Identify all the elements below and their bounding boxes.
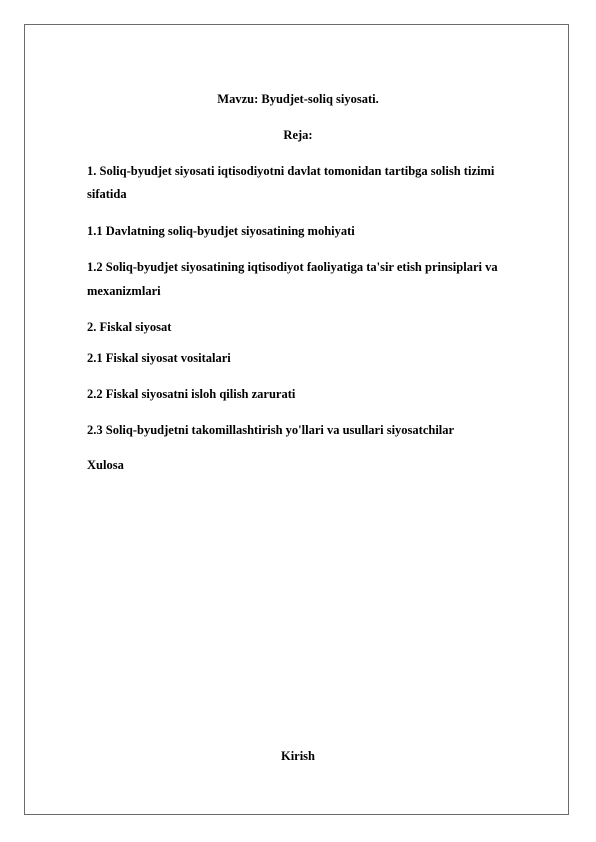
plan-heading: Reja: <box>283 128 313 142</box>
plan-item-1-line-2: sifatida <box>87 187 127 201</box>
plan-item-2-2: 2.2 Fiskal siyosatni isloh qilish zarurati <box>87 387 296 401</box>
section-heading-introduction: Kirish <box>280 749 316 763</box>
plan-item-1-2-line-2: mexanizmlari <box>87 284 161 298</box>
plan-item-1-1: 1.1 Davlatning soliq-byudjet siyosatining mohiyati <box>87 224 355 238</box>
plan-item-2-3: 2.3 Soliq-byudjetni takomillashtirish yo'llari va usullari siyosatchilar <box>87 423 455 437</box>
plan-item-1-line-1: 1. Soliq-byudjet siyosati iqtisodiyotni davlat tomonidan tartibga solish tizimi <box>87 164 495 178</box>
document-topic: Mavzu: Byudjet-soliq siyosati. <box>217 92 379 106</box>
plan-item-conclusion: Xulosa <box>87 458 124 472</box>
plan-item-2: 2. Fiskal siyosat <box>87 320 172 334</box>
plan-item-1-2-line-1: 1.2 Soliq-byudjet siyosatining iqtisodiyot faoliyatiga ta'sir etish prinsiplari va <box>87 260 498 274</box>
plan-item-2-1: 2.1 Fiskal siyosat vositalari <box>87 351 231 365</box>
